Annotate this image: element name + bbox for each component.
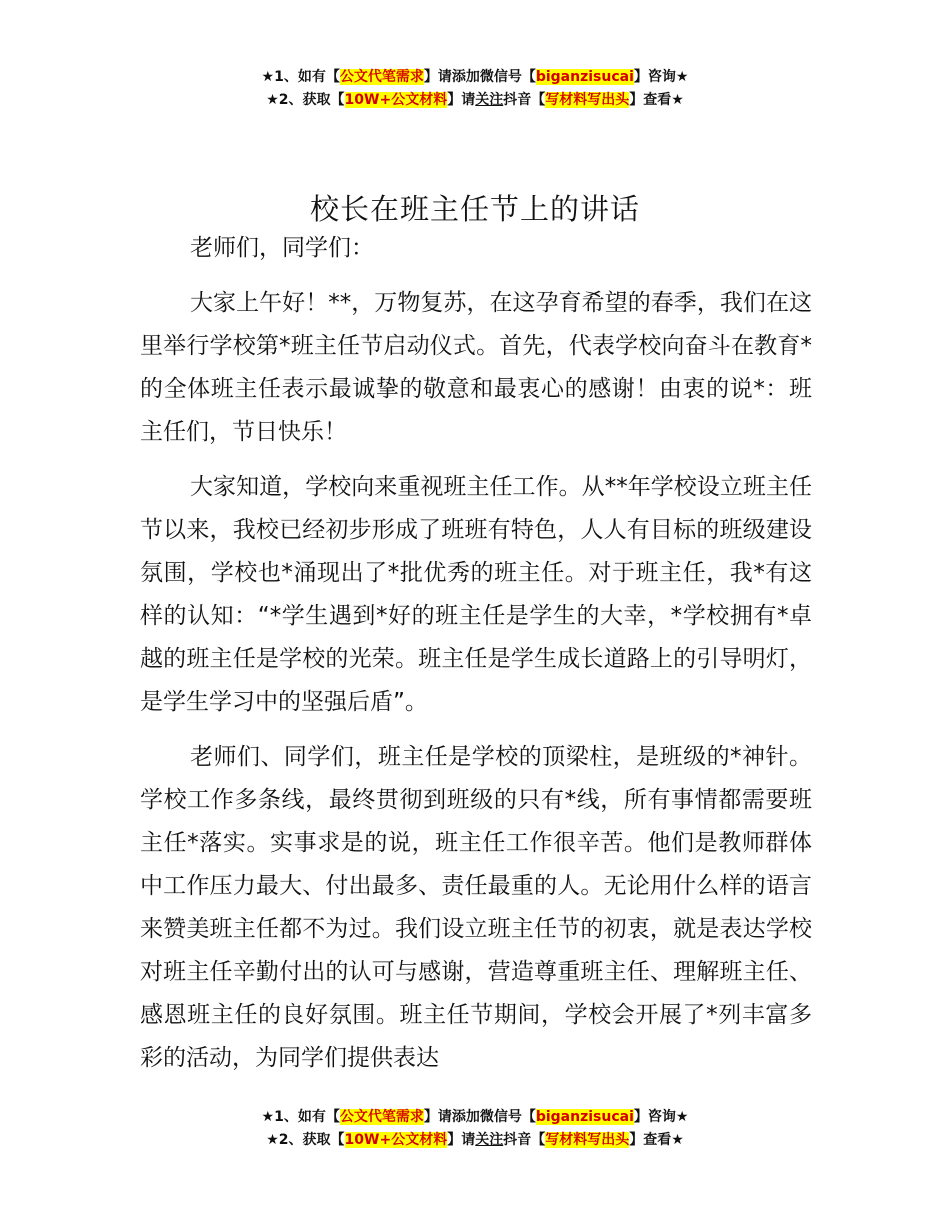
banner-highlight: 10W+公文材料 [344, 92, 448, 108]
banner-text: 1、如有【 [274, 69, 340, 85]
banner-line-2 [0, 89, 950, 112]
salutation: 老师们，同学们： [190, 235, 374, 261]
star-icon: ★ [261, 1109, 275, 1125]
banner-text: 1、如有【 [274, 1109, 340, 1125]
banner-text: 】查看★ [629, 1132, 684, 1148]
wechat-id-highlight: biganzisucai [535, 1109, 634, 1125]
paragraph: 大家上午好！**，万物复苏，在这孕育希望的春季，我们在这里举行学校第*班主任节启动仪式。首先，代表学校向奋斗在教育*的全体班主任表示最诚挚的敬意和最衷心的感谢！由衷的说*：班主任们，节日快乐！ [140, 290, 812, 445]
banner-highlight: 公文代笔需求 [339, 1109, 424, 1125]
banner-line-1 [0, 1106, 950, 1129]
banner-text: 2、获取【 [278, 1132, 345, 1148]
document-body [140, 227, 812, 1092]
paragraph: 大家知道，学校向来重视班主任工作。从**年学校设立班主任节以来，我校已经初步形成了班班有特色，人人有目标的班级建设氛围，学校也*涌现出了*批优秀的班主任。对于班主任，我*有这样的认知：“*学生遇到*好的班主任是学生的大幸，*学校拥有*卓越的班主任是学校的光荣。班主任是学生成长道路上的引导明灯，是学生学习中的坚强后盾”。 [140, 474, 812, 715]
banner-text: 】请 [447, 92, 476, 108]
star-icon: ★ [266, 1132, 279, 1148]
banner-text: 抖音【 [503, 92, 546, 108]
banner-text: 】请添加微信号【 [423, 1109, 536, 1125]
wechat-id-highlight: biganzisucai [535, 69, 634, 85]
banner-text: 】查看★ [629, 92, 684, 108]
banner-text: 抖音【 [503, 1132, 546, 1148]
banner-highlight: 10W+公文材料 [344, 1132, 448, 1148]
banner-highlight: 公文代笔需求 [339, 69, 424, 85]
banner-underlined-text: 关注 [475, 1132, 504, 1148]
paragraph: 老师们、同学们，班主任是学校的顶梁柱，是班级的*神针。学校工作多条线，最终贯彻到班级的只有*线，所有事情都需要班主任*落实。实事求是的说，班主任工作很辛苦。他们是教师群体中工作压力最大、付出最多、责任最重的人。无论用什么样的语言来赞美班主任都不为过。我们设立班主任节的初衷，就是表达学校对班主任辛勤付出的认可与感谢，营造尊重班主任、理解班主任、感恩班主任的良好氛围。班主任节期间，学校会开展了*列丰富多彩的活动，为同学们提供表达 [140, 744, 812, 1071]
banner-line-2 [0, 1129, 950, 1152]
banner-text: 2、获取【 [278, 92, 345, 108]
douyin-account-highlight: 写材料写出头 [545, 1132, 630, 1148]
douyin-account-highlight: 写材料写出头 [545, 92, 630, 108]
star-icon: ★ [261, 69, 275, 85]
star-icon: ★ [266, 92, 279, 108]
header-banner [0, 66, 950, 112]
banner-text: 】咨询★ [633, 69, 689, 85]
footer-banner [0, 1106, 950, 1152]
banner-underlined-text: 关注 [475, 92, 504, 108]
banner-text: 】咨询★ [633, 1109, 689, 1125]
banner-text: 】请添加微信号【 [423, 69, 536, 85]
banner-line-1 [0, 66, 950, 89]
document-title: 校长在班主任节上的讲话 [309, 192, 640, 227]
banner-text: 】请 [447, 1132, 476, 1148]
